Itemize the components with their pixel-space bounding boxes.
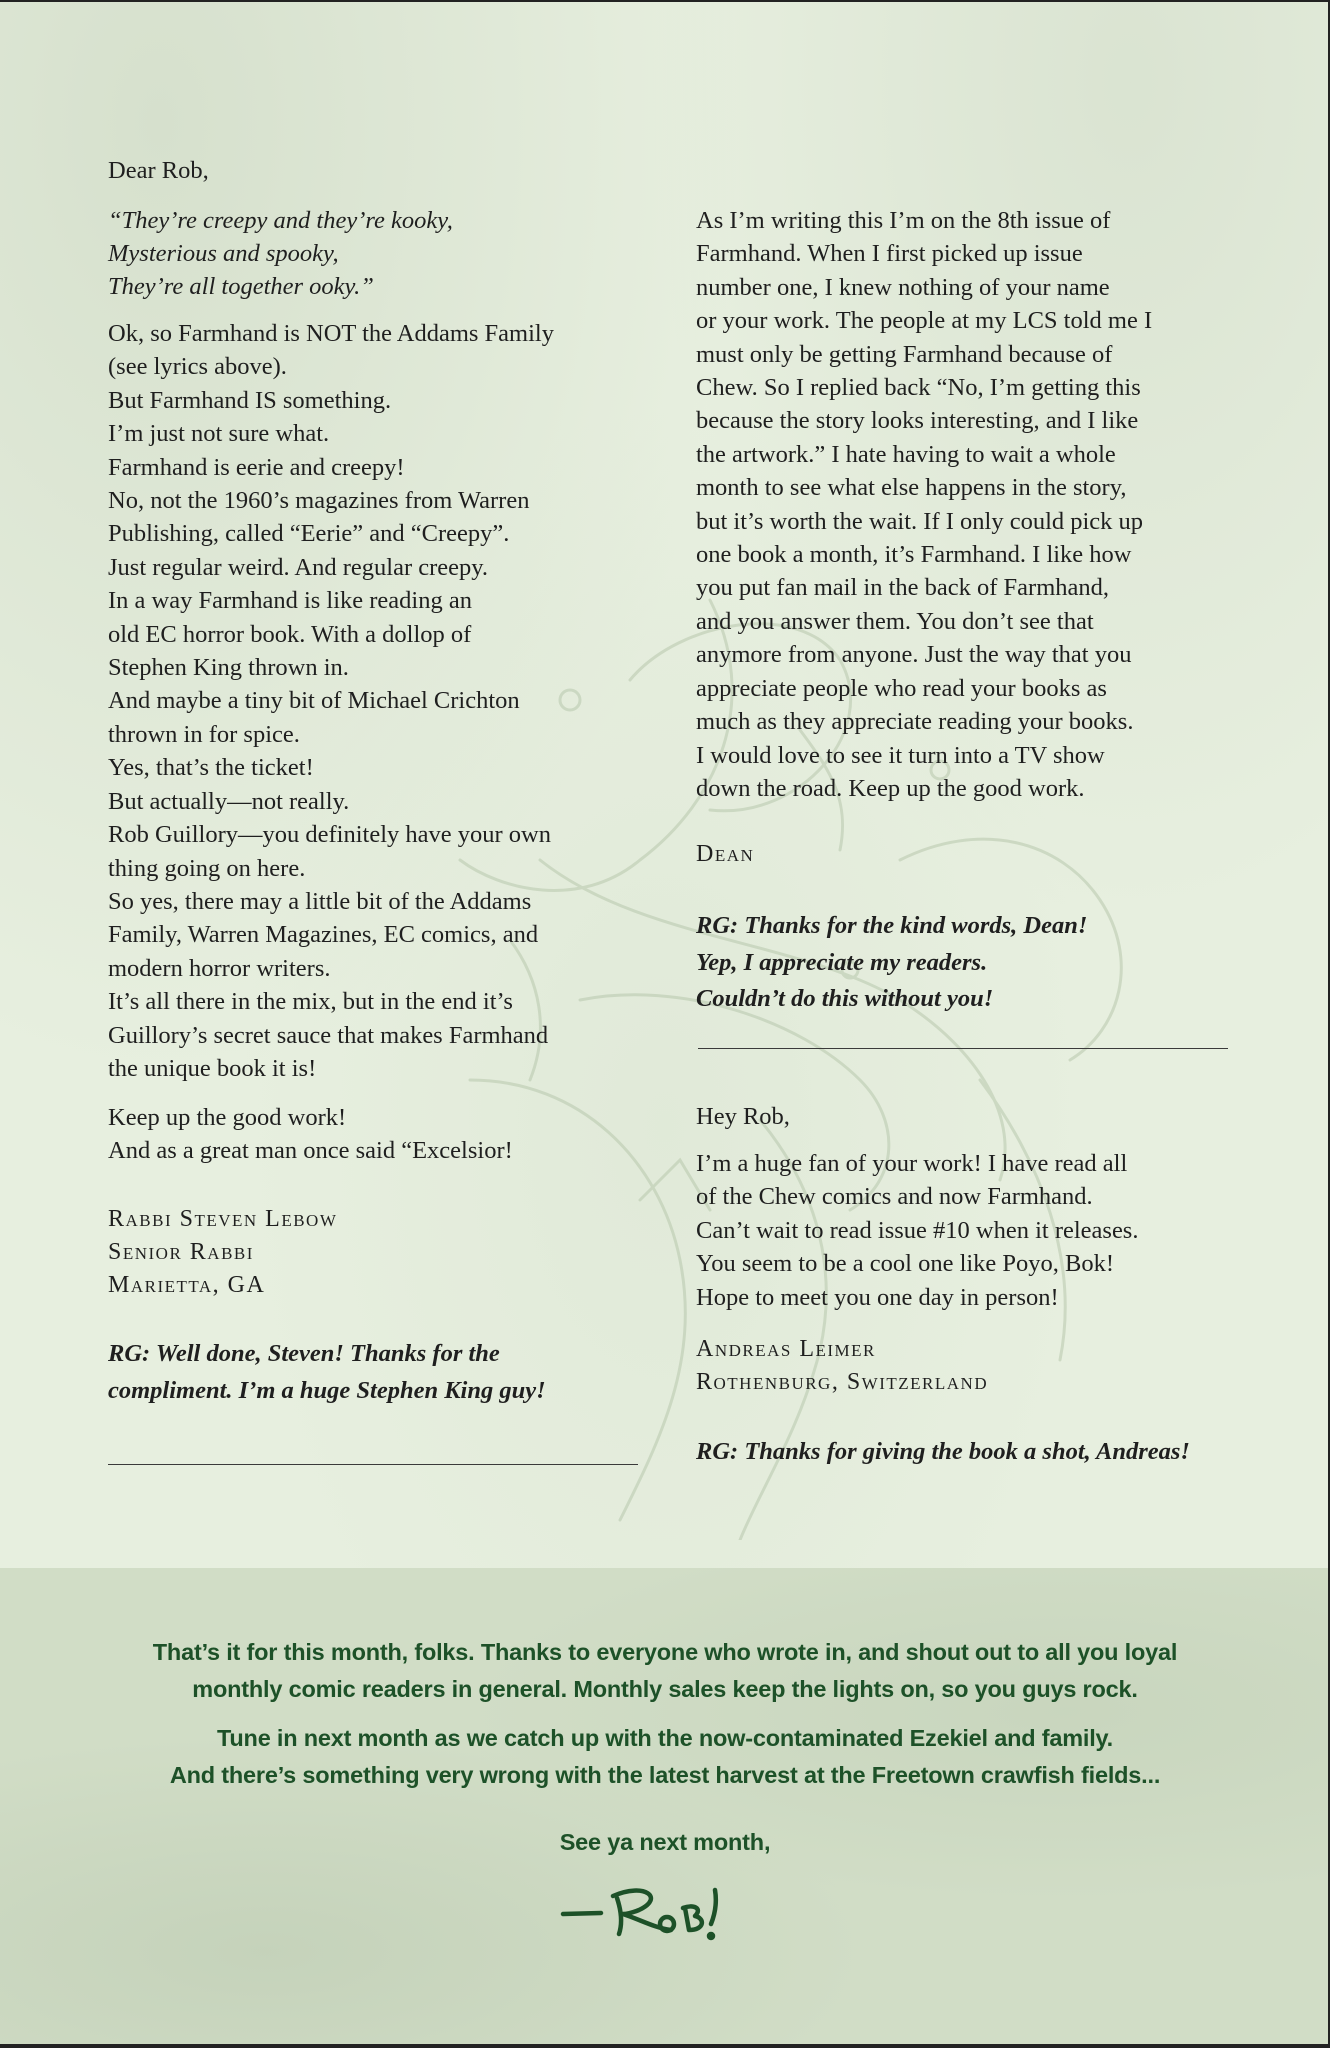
footer-signoff: See ya next month, <box>559 1829 771 1855</box>
letter-signature: Rabbi Steven Lebow Senior Rabbi Marietta, GA <box>108 1206 338 1298</box>
footer-paragraph: Tune in next month as we catch up with the now-contaminated Ezekiel and family. And there’s something very wrong with the latest harvest at the Freetown crawfish fields... <box>169 1725 1161 1788</box>
letter-greeting: Hey Rob, <box>696 1103 790 1130</box>
footer-paragraph: That’s it for this month, folks. Thanks to everyone who wrote in, and shout out to all you loyal monthly comic readers in general. Monthly sales keep the lights on, so you guys rock. <box>152 1639 1178 1702</box>
letter-quote: “They’re creepy and they’re kooky, Mysterious and spooky, They’re all together ooky.” <box>108 207 453 300</box>
divider <box>108 1464 638 1465</box>
letter-greeting: Dear Rob, <box>108 157 209 184</box>
footer-panel <box>0 1568 1330 2048</box>
top-border <box>0 0 1330 2</box>
rg-reply: RG: Thanks for giving the book a shot, Andreas! <box>696 1438 1190 1465</box>
letter-body: As I’m writing this I’m on the 8th issue of Farmhand. When I first picked up issue number one, I knew nothing of your name or your work. The people at my LCS told me I must only be getting Farmhand because of Chew. So I replied back “No, I’m getting this because the story looks interesting, and I like the artwork.” I hate having to wait a whole month to see what else happens in the story, but it’s worth the wait. If I only could pick up one book a month, it’s Farmhand. I like how you put fan mail in the back of Farmhand, and you answer them. You don’t see that anymore from anyone. Just the way that you appreciate people who read your books as much as they appreciate reading your books. I would love to see it turn into a TV show down the road. Keep up the good work. <box>696 207 1153 802</box>
letter-body: Ok, so Farmhand is NOT the Addams Family (see lyrics above). But Farmhand IS something. I’m just not sure what. Farmhand is eerie and creepy! No, not the 1960’s magazines from Warren Publishing, called “Eerie” and “Creepy”. Just regular weird. And regular creepy. In a way Farmhand is like reading an old EC horror book. With a dollop of Stephen King thrown in. And maybe a tiny bit of Michael Crichton thrown in for spice. Yes, that’s the ticket! But actually—not really. Rob Guillory—you definitely have your own thing going on here. So yes, there may a little bit of the Addams Family, Warren Magazines, EC comics, and modern horror writers. It’s all there in the mix, but in the end it’s Guillory’s secret sauce that makes Farmhand the unique book it is! <box>108 320 554 1082</box>
letter-closing: Keep up the good work! And as a great man once said “Excelsior! <box>108 1104 513 1165</box>
letter-body: I’m a huge fan of your work! I have read all of the Chew comics and now Farmhand. Can’t wait to read issue #10 when it releases. You seem to be a cool one like Poyo, Bok! Hope to meet you one day in person! <box>696 1150 1139 1311</box>
divider <box>698 1048 1228 1049</box>
letter-signature: Andreas Leimer Rothenburg, Switzerland <box>696 1336 989 1395</box>
letter-signature: Dean <box>696 841 755 867</box>
rg-reply: RG: Well done, Steven! Thanks for the compliment. I’m a huge Stephen King guy! <box>108 1340 546 1404</box>
rg-reply: RG: Thanks for the kind words, Dean! Yep, I appreciate my readers. Couldn’t do this without you! <box>696 912 1088 1012</box>
bottom-border <box>0 2044 1330 2048</box>
handwritten-signature <box>555 1868 765 1948</box>
